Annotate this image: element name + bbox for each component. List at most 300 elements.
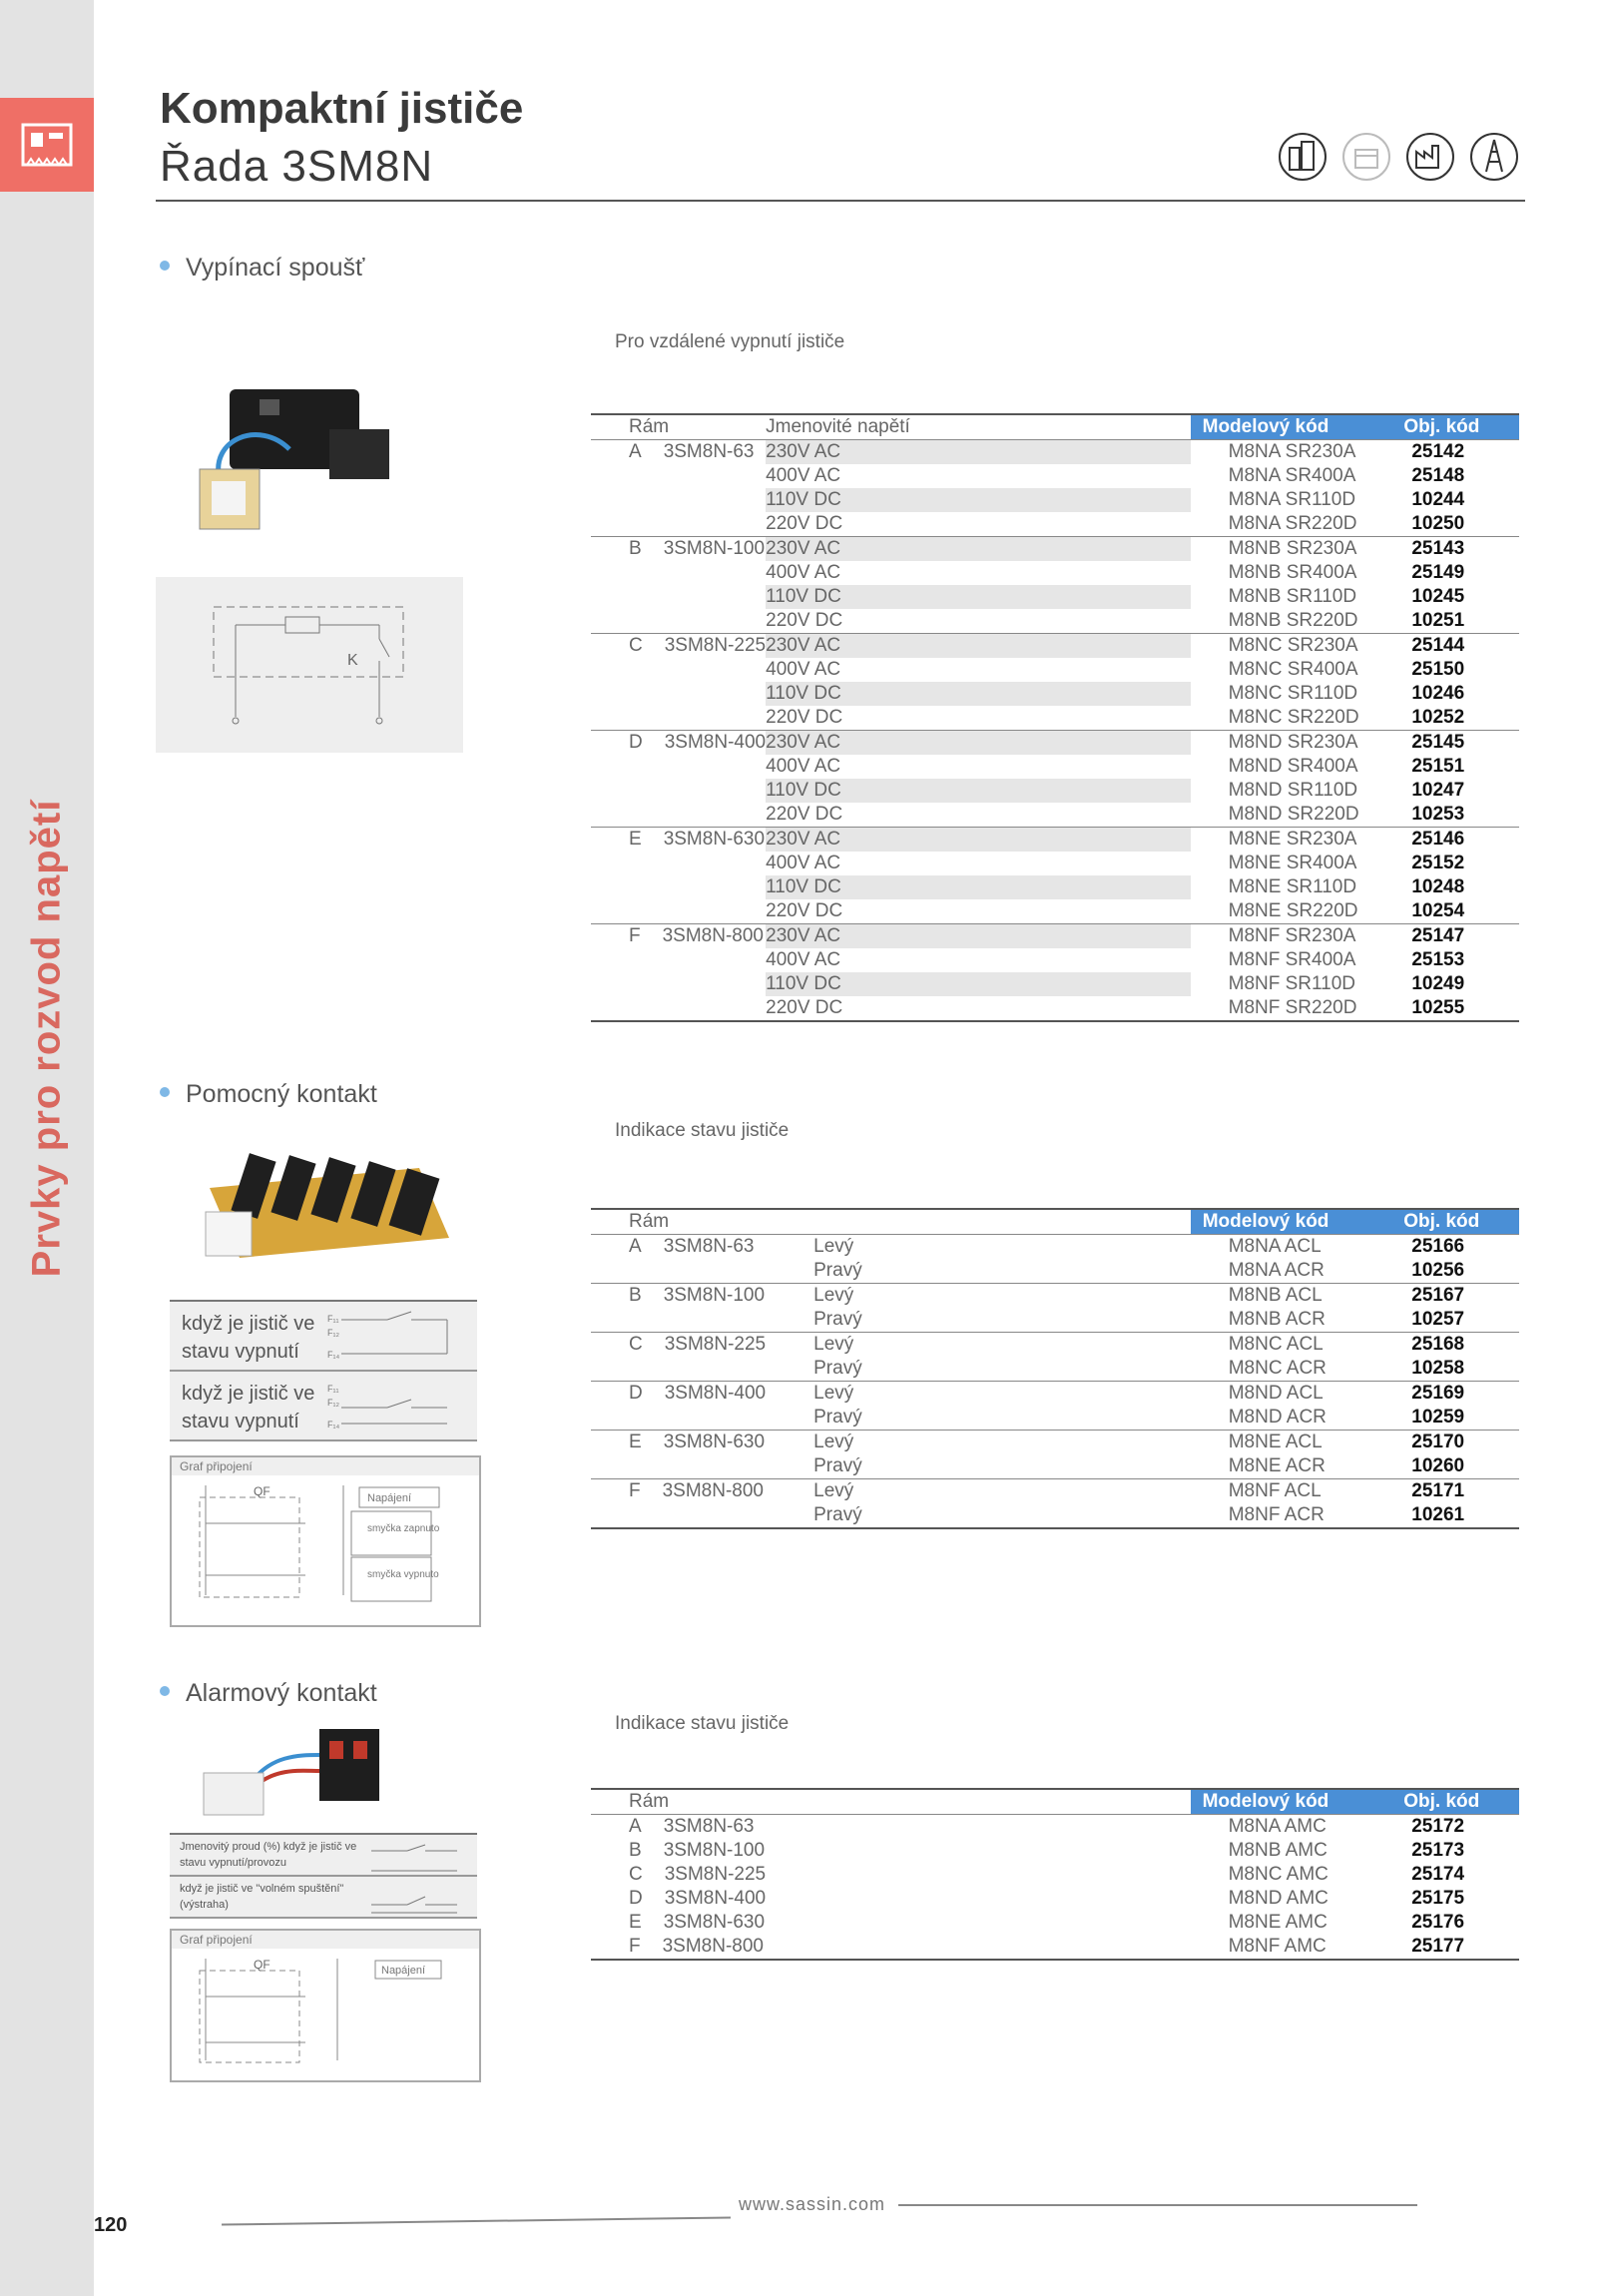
svg-text:F₁₄: F₁₄	[327, 1420, 340, 1430]
aux-state-row	[170, 1372, 477, 1441]
voltage-cell: 110V DC	[766, 585, 1191, 609]
side-cell: Levý	[766, 1333, 1191, 1358]
voltage-cell: 230V AC	[766, 731, 1191, 756]
bullet-icon	[160, 1087, 170, 1097]
side-cell: Pravý	[813, 1260, 862, 1281]
table-row	[591, 996, 1519, 1021]
order-code-cell: 25169	[1389, 1382, 1519, 1407]
supply-label: Napájení	[381, 1965, 426, 1977]
order-code-cell: 10250	[1411, 513, 1465, 534]
frame-cell	[591, 1863, 766, 1887]
aux-graph	[170, 1455, 481, 1627]
frame-cell	[591, 1235, 766, 1260]
frame-cell	[591, 440, 766, 465]
alarm-graph	[170, 1929, 481, 2082]
shunt-trip-photo	[170, 359, 469, 549]
model-code-cell: M8NB ACR	[1228, 1309, 1326, 1330]
voltage-cell: 220V DC	[766, 610, 843, 631]
model-code-cell: M8ND AMC	[1228, 1888, 1329, 1909]
qf-label: QF	[254, 1484, 270, 1498]
frame-letter: E	[629, 1432, 642, 1452]
table-row	[591, 828, 1519, 853]
alarm-graph-title: Graf připojení	[172, 1931, 479, 1949]
voltage-cell: 220V DC	[766, 513, 843, 534]
svg-text:F₁₁: F₁₁	[327, 1384, 339, 1394]
frame-model: 3SM8N-225	[664, 1864, 767, 1885]
order-code-cell: 25175	[1411, 1888, 1465, 1909]
header-icons	[1278, 132, 1519, 182]
alarm-subtitle: Indikace stavu jističe	[615, 1713, 790, 1734]
order-code-cell: 10245	[1411, 586, 1465, 607]
model-code-cell: M8NF SR220D	[1191, 996, 1390, 1021]
frame-letter: A	[629, 441, 642, 462]
order-code-cell: 10247	[1411, 780, 1465, 801]
frame-cell	[591, 537, 766, 562]
model-code-cell: M8NE AMC	[1228, 1912, 1328, 1933]
frame-model: 3SM8N-400	[664, 1383, 767, 1404]
frame-cell	[591, 1887, 766, 1911]
model-code-cell: M8NE ACR	[1228, 1455, 1326, 1476]
frame-model: 3SM8N-800	[662, 925, 764, 946]
voltage-cell: 110V DC	[766, 972, 1191, 996]
table-row	[591, 464, 1519, 488]
model-code-cell: M8NB SR110D	[1228, 586, 1357, 607]
order-code-cell: 25142	[1411, 441, 1465, 462]
alarm-state-row	[170, 1877, 477, 1919]
voltage-cell: 400V AC	[766, 659, 841, 680]
order-code-cell: 10259	[1411, 1407, 1465, 1428]
voltage-cell: 400V AC	[766, 756, 841, 777]
frame-cell	[591, 1503, 766, 1528]
footer-rule	[222, 2216, 731, 2225]
frame-cell	[591, 1454, 766, 1479]
svg-text:F₁₂: F₁₂	[327, 1328, 340, 1338]
frame-cell	[591, 1308, 766, 1333]
table-row	[591, 1235, 1519, 1260]
frame-letter: C	[629, 1864, 643, 1885]
voltage-cell: 230V AC	[766, 924, 1191, 949]
frame-model: 3SM8N-800	[662, 1480, 764, 1501]
model-code-cell: M8NB AMC	[1228, 1840, 1328, 1861]
frame-letter: B	[629, 538, 642, 559]
voltage-cell: 230V AC	[766, 634, 1191, 659]
frame-letter: E	[629, 829, 642, 850]
table-row	[591, 512, 1519, 537]
frame-cell	[591, 609, 766, 634]
frame-cell	[591, 585, 766, 609]
frame-cell	[591, 561, 766, 585]
order-code-cell: 25171	[1389, 1479, 1519, 1504]
alarm-table	[591, 1788, 1519, 1961]
voltage-cell: 110V DC	[766, 779, 1191, 803]
footer-rule	[898, 2204, 1417, 2206]
loop-off-label: smyčka vypnuto	[367, 1569, 439, 1580]
col-frame-header: Rám	[591, 414, 766, 440]
alarm-state-label: Jmenovitý proud (%) když je jistič ve stavu vypnutí/provozu	[180, 1841, 357, 1869]
bullet-icon	[160, 1686, 170, 1696]
frame-cell	[591, 948, 766, 972]
aux-state-label: když je jistič ve stavu vypnutí	[182, 1313, 315, 1363]
table-row	[591, 1333, 1519, 1358]
frame-cell	[591, 1935, 766, 1960]
frame-model: 3SM8N-63	[663, 1236, 755, 1257]
model-code-cell: M8NC ACL	[1191, 1333, 1390, 1358]
empty-cell	[766, 1911, 1190, 1935]
model-code-cell: M8NF SR400A	[1228, 949, 1356, 970]
page-number: 120	[94, 2214, 128, 2236]
table-row	[591, 972, 1519, 996]
col-order-header: Obj. kód	[1389, 1209, 1519, 1235]
residential-icon	[1341, 132, 1391, 182]
frame-cell	[591, 1406, 766, 1431]
aux-state-table	[170, 1300, 477, 1441]
col-model-header: Modelový kód	[1191, 414, 1390, 440]
frame-letter: D	[629, 1888, 643, 1909]
frame-letter: F	[629, 1936, 641, 1957]
order-code-cell: 25167	[1389, 1284, 1519, 1309]
table-row	[591, 731, 1519, 756]
trip-wiring-diagram	[156, 577, 463, 753]
voltage-cell: 230V AC	[766, 828, 1191, 853]
side-cell: Levý	[766, 1431, 1191, 1455]
model-code-cell: M8NC SR400A	[1228, 659, 1358, 680]
col-frame-header: Rám	[591, 1789, 766, 1815]
frame-model: 3SM8N-225	[664, 635, 767, 656]
order-code-cell: 10255	[1389, 996, 1519, 1021]
col-order-header: Obj. kód	[1389, 1789, 1519, 1815]
frame-model: 3SM8N-630	[663, 1912, 766, 1933]
frame-cell	[591, 1333, 766, 1358]
col-frame-header: Rám	[591, 1209, 766, 1235]
frame-model: 3SM8N-225	[664, 1334, 767, 1355]
frame-letter: E	[629, 1912, 642, 1933]
loop-on-label: smyčka zapnuto	[367, 1523, 440, 1534]
order-code-cell: 10253	[1411, 804, 1465, 825]
trip-table-header	[591, 414, 1519, 440]
trip-subtitle: Pro vzdálené vypnutí jističe	[615, 331, 845, 352]
frame-letter: C	[629, 635, 643, 656]
order-code-cell: 10244	[1411, 489, 1465, 510]
col-model-header: Modelový kód	[1191, 1789, 1390, 1815]
svg-text:F₁₂: F₁₂	[327, 1398, 340, 1408]
table-row	[591, 1406, 1519, 1431]
qf-label: QF	[254, 1958, 270, 1972]
voltage-cell: 220V DC	[766, 707, 843, 728]
side-cell: Levý	[766, 1479, 1191, 1504]
building-icon	[1278, 132, 1328, 182]
frame-model: 3SM8N-800	[662, 1936, 764, 1957]
frame-cell	[591, 1357, 766, 1382]
order-code-cell: 10258	[1411, 1358, 1465, 1379]
page-title: Kompaktní jističe	[160, 84, 524, 133]
frame-cell	[591, 464, 766, 488]
frame-letter: D	[629, 732, 643, 753]
order-code-cell: 25144	[1389, 634, 1519, 659]
voltage-cell: 400V AC	[766, 465, 841, 486]
model-code-cell: M8NE SR110D	[1228, 876, 1357, 897]
model-code-cell: M8NA SR230A	[1228, 441, 1356, 462]
order-code-cell: 25168	[1389, 1333, 1519, 1358]
table-row	[591, 585, 1519, 609]
table-row	[591, 899, 1519, 924]
frame-cell	[591, 972, 766, 996]
frame-cell	[591, 1479, 766, 1504]
table-row	[591, 1454, 1519, 1479]
order-code-cell: 25148	[1411, 465, 1465, 486]
frame-cell	[591, 706, 766, 731]
aux-subtitle: Indikace stavu jističe	[615, 1120, 790, 1141]
table-row	[591, 1308, 1519, 1333]
model-code-cell: M8NB SR230A	[1191, 537, 1390, 562]
voltage-cell: 400V AC	[766, 562, 841, 583]
model-code-cell: M8NE SR400A	[1228, 853, 1357, 873]
order-code-cell: 10246	[1411, 683, 1465, 704]
frame-cell	[591, 512, 766, 537]
side-cell: Levý	[766, 1382, 1191, 1407]
aux-title-text: Pomocný kontakt	[186, 1080, 377, 1108]
col-order-header: Obj. kód	[1389, 414, 1519, 440]
frame-cell	[591, 779, 766, 803]
order-code-cell: 25176	[1411, 1912, 1465, 1933]
empty-cell	[766, 1887, 1190, 1911]
table-row	[591, 1911, 1519, 1935]
model-code-cell: M8NC SR110D	[1228, 683, 1358, 704]
voltage-cell: 110V DC	[766, 488, 1191, 512]
frame-letter: B	[629, 1285, 642, 1306]
order-code-cell: 25174	[1411, 1864, 1465, 1885]
side-cell: Pravý	[813, 1407, 862, 1428]
frame-model: 3SM8N-100	[663, 538, 766, 559]
order-code-cell: 10251	[1411, 610, 1465, 631]
side-cell: Pravý	[813, 1455, 862, 1476]
frame-cell	[591, 1839, 766, 1863]
order-code-cell: 10252	[1411, 707, 1465, 728]
col-voltage-header: Jmenovité napětí	[766, 414, 1191, 440]
frame-cell	[591, 1382, 766, 1407]
frame-cell	[591, 658, 766, 682]
side-cell: Pravý	[813, 1309, 862, 1330]
model-code-cell: M8NB SR400A	[1228, 562, 1357, 583]
table-row	[591, 875, 1519, 899]
table-row	[591, 803, 1519, 828]
model-code-cell: M8NA SR110D	[1228, 489, 1356, 510]
table-row	[591, 1259, 1519, 1284]
frame-cell	[591, 634, 766, 659]
alarm-section-title	[160, 1679, 377, 1708]
order-code-cell: 25147	[1389, 924, 1519, 949]
frame-letter: B	[629, 1840, 642, 1861]
voltage-cell: 230V AC	[766, 440, 1191, 465]
frame-cell	[591, 1431, 766, 1455]
table-row	[591, 1357, 1519, 1382]
frame-cell	[591, 852, 766, 875]
frame-cell	[591, 731, 766, 756]
aux-state-label: když je jistič ve stavu vypnutí	[182, 1383, 315, 1433]
empty-cell	[766, 1935, 1190, 1960]
frame-cell	[591, 875, 766, 899]
col-empty-header	[766, 1789, 1190, 1815]
model-code-cell: M8NE SR230A	[1191, 828, 1390, 853]
voltage-cell: 220V DC	[766, 996, 1191, 1021]
frame-cell	[591, 803, 766, 828]
empty-cell	[766, 1863, 1190, 1887]
order-code-cell: 25146	[1389, 828, 1519, 853]
model-code-cell: M8NC AMC	[1228, 1864, 1329, 1885]
model-code-cell: M8NF SR110D	[1228, 973, 1356, 994]
table-row	[591, 1839, 1519, 1863]
bullet-icon	[160, 261, 170, 271]
model-code-cell: M8NB SR220D	[1228, 610, 1358, 631]
frame-letter: F	[629, 925, 641, 946]
table-row	[591, 1815, 1519, 1840]
table-row	[591, 1863, 1519, 1887]
model-code-cell: M8ND SR400A	[1228, 756, 1358, 777]
footer-url: www.sassin.com	[739, 2194, 886, 2214]
table-row	[591, 537, 1519, 562]
aux-table	[591, 1208, 1519, 1529]
col-model-header: Modelový kód	[1191, 1209, 1390, 1235]
frame-cell	[591, 1815, 766, 1840]
table-row	[591, 1431, 1519, 1455]
aux-contact-photo	[170, 1128, 469, 1278]
aux-table-header	[591, 1209, 1519, 1235]
diagram-k-label: K	[347, 652, 358, 669]
model-code-cell: M8ND SR220D	[1228, 804, 1359, 825]
frame-model: 3SM8N-63	[663, 1816, 755, 1837]
frame-cell	[591, 1259, 766, 1284]
table-row	[591, 755, 1519, 779]
frame-cell	[591, 682, 766, 706]
alarm-title-text: Alarmový kontakt	[186, 1679, 377, 1707]
aux-graph-title: Graf připojení	[172, 1457, 479, 1475]
model-code-cell: M8ND SR110D	[1228, 780, 1358, 801]
order-code-cell: 10256	[1411, 1260, 1465, 1281]
order-code-cell: 10254	[1411, 900, 1465, 921]
table-row	[591, 1382, 1519, 1407]
table-row	[591, 924, 1519, 949]
model-code-cell: M8ND SR230A	[1191, 731, 1390, 756]
alarm-contact-photo	[190, 1715, 399, 1825]
voltage-cell: 230V AC	[766, 537, 1191, 562]
frame-cell	[591, 996, 766, 1021]
model-code-cell: M8NC SR230A	[1191, 634, 1390, 659]
model-code-cell: M8NF AMC	[1191, 1935, 1390, 1960]
table-row	[591, 658, 1519, 682]
side-cell: Pravý	[766, 1503, 1191, 1528]
frame-cell	[591, 1911, 766, 1935]
alarm-state-row	[170, 1835, 477, 1877]
factory-icon	[1405, 132, 1455, 182]
model-code-cell: M8NA AMC	[1228, 1816, 1327, 1837]
alarm-table-header	[591, 1789, 1519, 1815]
order-code-cell: 25151	[1411, 756, 1465, 777]
table-row	[591, 948, 1519, 972]
model-code-cell: M8NF ACR	[1191, 1503, 1390, 1528]
voltage-cell: 400V AC	[766, 949, 841, 970]
supply-label: Napájení	[367, 1492, 412, 1504]
order-code-cell: 10261	[1389, 1503, 1519, 1528]
voltage-cell: 220V DC	[766, 900, 843, 921]
table-row	[591, 1935, 1519, 1960]
table-row	[591, 1284, 1519, 1309]
order-code-cell: 25149	[1411, 562, 1465, 583]
model-code-cell: M8ND ACR	[1228, 1407, 1327, 1428]
order-code-cell: 25143	[1389, 537, 1519, 562]
frame-letter: A	[629, 1236, 642, 1257]
model-code-cell: M8NC ACR	[1228, 1358, 1327, 1379]
voltage-cell: 400V AC	[766, 853, 841, 873]
breaker-logo-icon	[0, 98, 94, 192]
page-subtitle: Řada 3SM8N	[160, 142, 434, 191]
order-code-cell: 25170	[1389, 1431, 1519, 1455]
table-row	[591, 1479, 1519, 1504]
frame-letter: C	[629, 1334, 643, 1355]
order-code-cell: 25172	[1411, 1816, 1465, 1837]
alarm-state-table	[170, 1833, 477, 1919]
side-cell: Pravý	[813, 1358, 862, 1379]
order-code-cell: 25152	[1411, 853, 1465, 873]
order-code-cell: 10248	[1411, 876, 1465, 897]
empty-cell	[766, 1839, 1190, 1863]
table-row	[591, 634, 1519, 659]
trip-section-title	[160, 254, 364, 283]
model-code-cell: M8NE SR220D	[1228, 900, 1358, 921]
table-row	[591, 779, 1519, 803]
order-code-cell: 25173	[1411, 1840, 1465, 1861]
order-code-cell: 25153	[1411, 949, 1465, 970]
table-row	[591, 852, 1519, 875]
model-code-cell: M8ND ACL	[1191, 1382, 1390, 1407]
alarm-state-label: když je jistič ve "volném spuštění" (výstraha)	[180, 1883, 344, 1911]
frame-model: 3SM8N-630	[663, 1432, 766, 1452]
model-code-cell: M8NF SR230A	[1191, 924, 1390, 949]
frame-cell	[591, 1284, 766, 1309]
frame-model: 3SM8N-400	[664, 1888, 767, 1909]
order-code-cell: 10260	[1411, 1455, 1465, 1476]
model-code-cell: M8NB ACL	[1191, 1284, 1390, 1309]
frame-model: 3SM8N-100	[663, 1840, 766, 1861]
model-code-cell: M8NE ACL	[1191, 1431, 1390, 1455]
svg-text:F₁₁: F₁₁	[327, 1314, 339, 1324]
table-row	[591, 440, 1519, 465]
frame-letter: D	[629, 1383, 643, 1404]
table-row	[591, 561, 1519, 585]
infrastructure-icon	[1469, 132, 1519, 182]
frame-letter: F	[629, 1480, 641, 1501]
header-rule	[156, 200, 1525, 202]
model-code-cell: M8NC SR220D	[1228, 707, 1359, 728]
svg-text:F₁₄: F₁₄	[327, 1350, 340, 1360]
order-code-cell: 10257	[1411, 1309, 1465, 1330]
empty-cell	[766, 1815, 1190, 1840]
aux-state-row	[170, 1302, 477, 1372]
col-side-header	[766, 1209, 1191, 1235]
table-row	[591, 706, 1519, 731]
model-code-cell: M8NA ACR	[1228, 1260, 1325, 1281]
order-code-cell: 10249	[1411, 973, 1465, 994]
frame-cell	[591, 488, 766, 512]
frame-letter: A	[629, 1816, 642, 1837]
frame-cell	[591, 899, 766, 924]
frame-model: 3SM8N-630	[663, 829, 766, 850]
order-code-cell: 25150	[1411, 659, 1465, 680]
frame-model: 3SM8N-63	[663, 441, 755, 462]
model-code-cell: M8NF ACL	[1191, 1479, 1390, 1504]
model-code-cell: M8NA SR400A	[1228, 465, 1356, 486]
table-row	[591, 1503, 1519, 1528]
model-code-cell: M8NA ACL	[1228, 1236, 1322, 1257]
table-row	[591, 609, 1519, 634]
